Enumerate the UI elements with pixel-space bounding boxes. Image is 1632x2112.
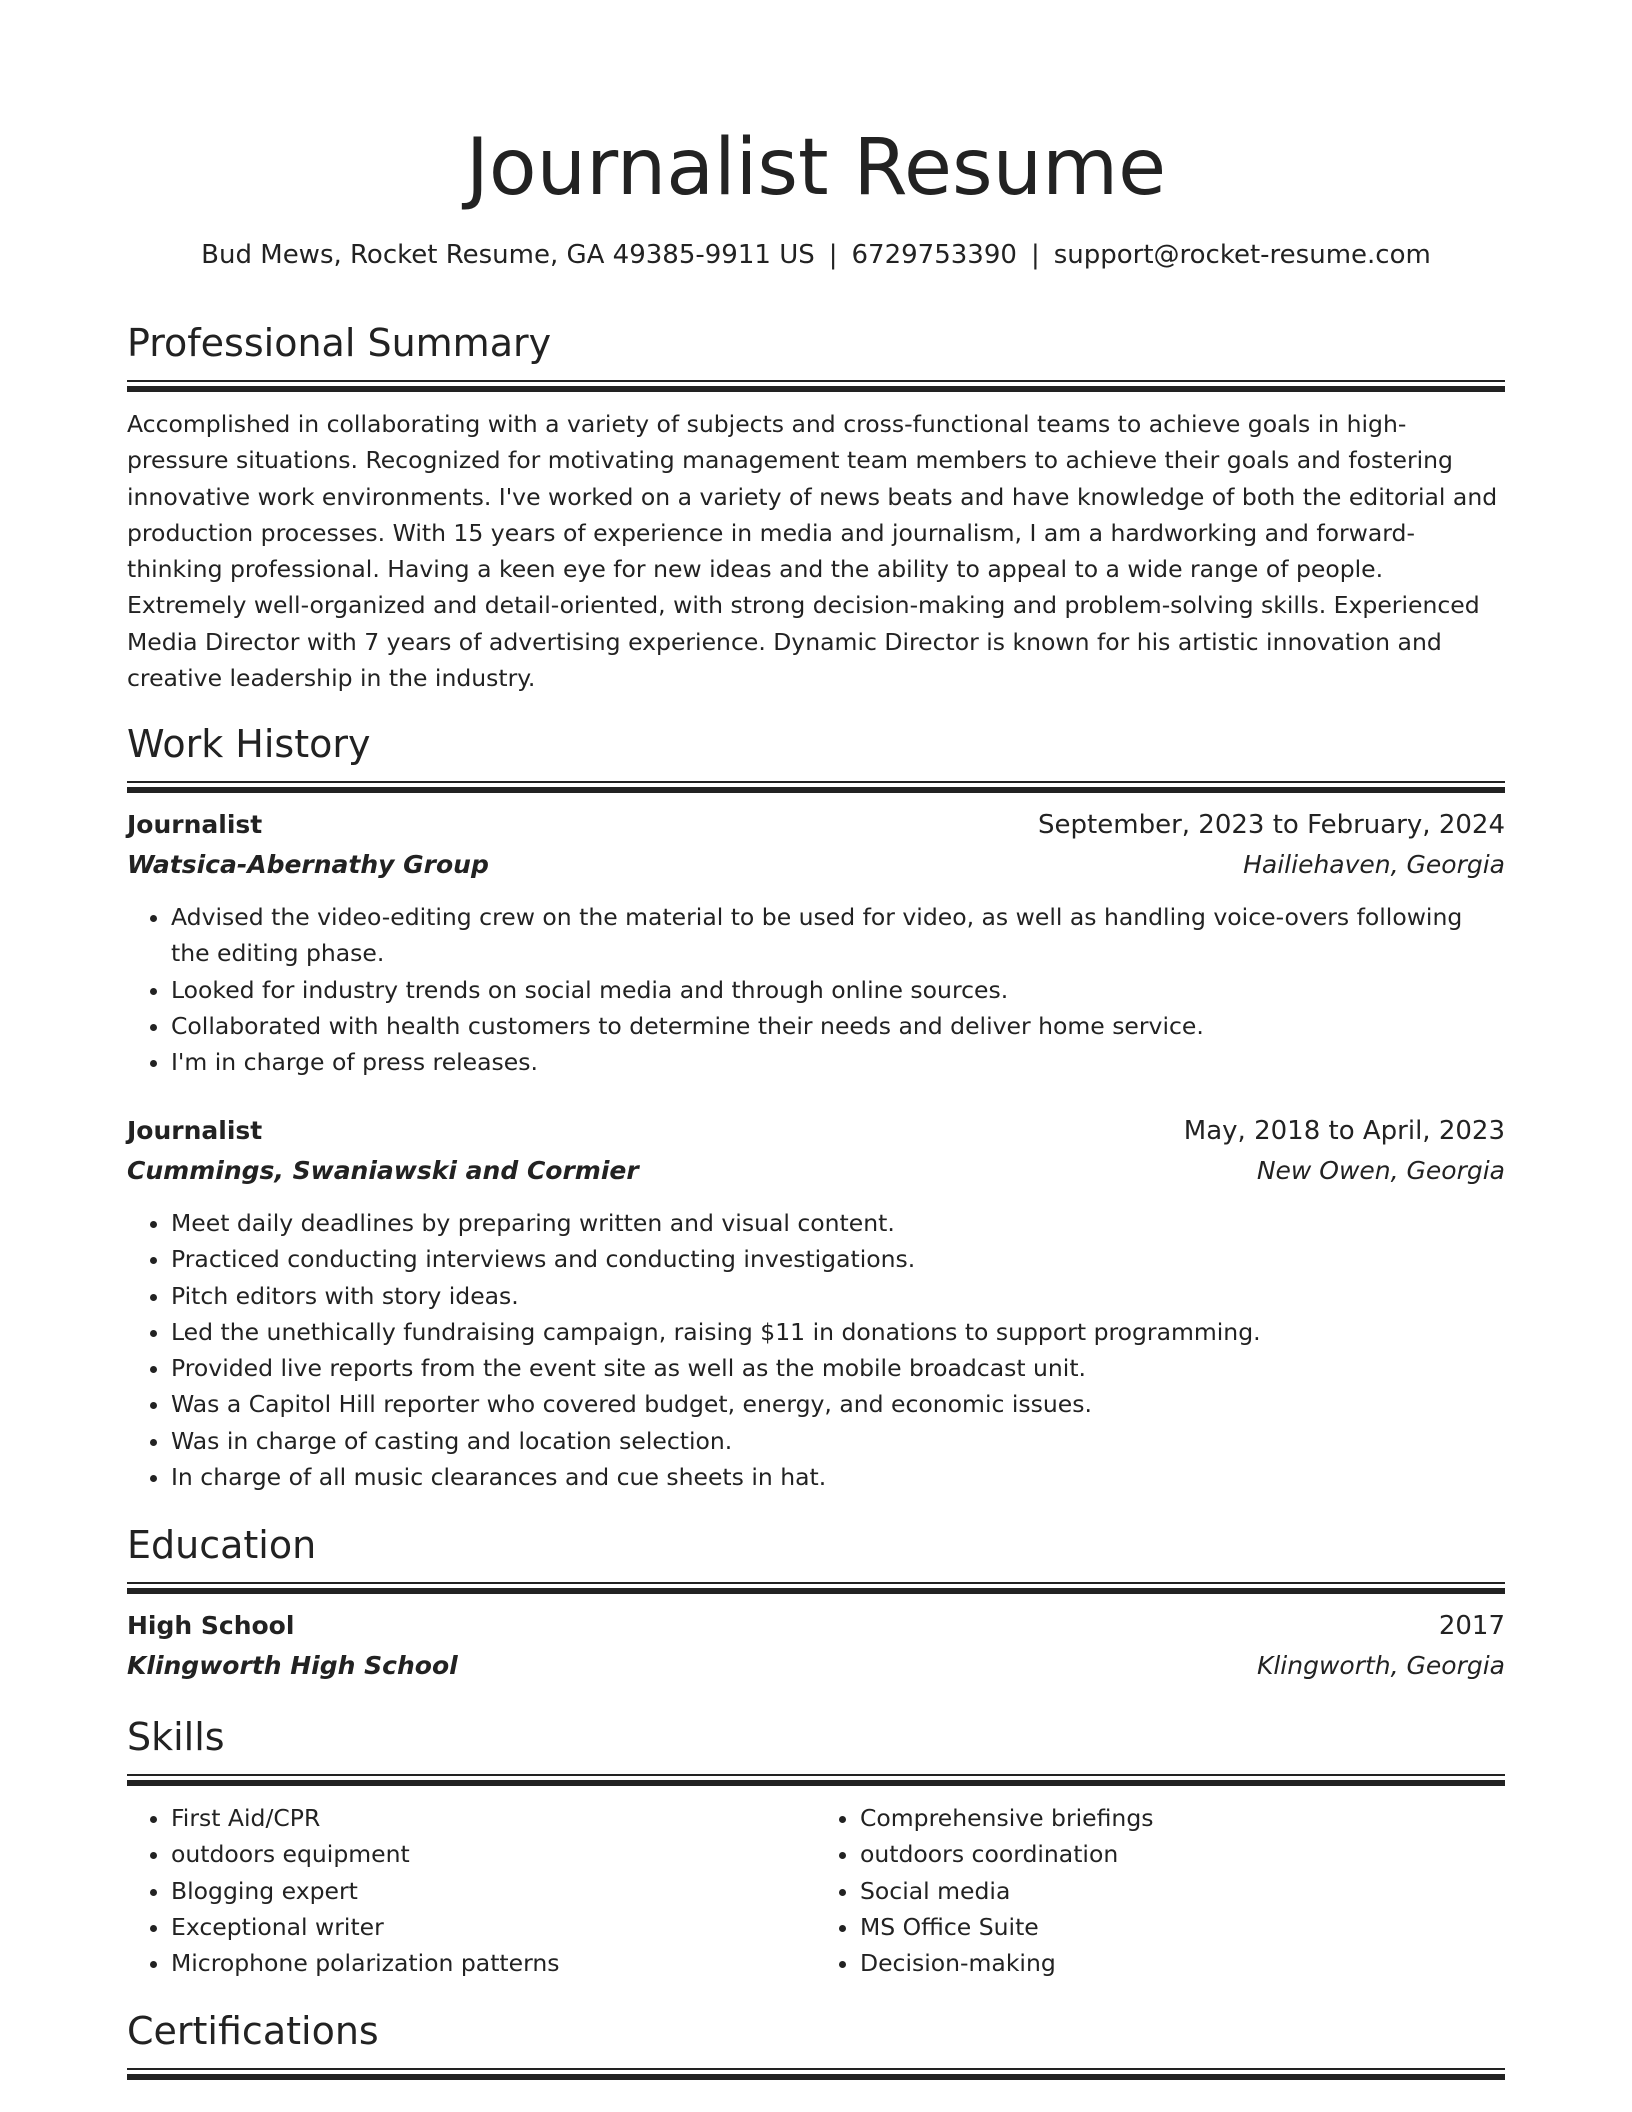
list-item: • Pitch editors with story ideas. [171, 1278, 1505, 1314]
section-divider [127, 2068, 1505, 2080]
contact-phone: 6729753390 [851, 240, 1017, 270]
list-item: • In charge of all music clearances and cue sheets in hat. [171, 1459, 1505, 1495]
list-item: • Exceptional writer [171, 1909, 816, 1945]
job-dates: September, 2023 to February, 2024 [1038, 810, 1505, 840]
summary-heading: Professional Summary [127, 321, 552, 365]
skills-section [127, 1712, 1505, 1981]
resume-title: Journalist Resume [465, 123, 1167, 213]
list-item: • Comprehensive briefings [860, 1800, 1505, 1836]
section-divider [127, 1774, 1505, 1786]
job-company: Cummings, Swaniawski and Cormier [127, 1156, 639, 1185]
list-item: • Was in charge of casting and location selection. [171, 1423, 1505, 1459]
section-divider [127, 781, 1505, 793]
list-item: • Decision-making [860, 1945, 1505, 1981]
contact-address: Bud Mews, Rocket Resume, GA 49385-9911 US [201, 240, 815, 270]
list-item: • First Aid/CPR [171, 1800, 816, 1836]
job-entry [127, 805, 1505, 1080]
education-section [127, 1520, 1505, 1594]
certifications-heading: Certifications [127, 2009, 379, 2053]
education-entry [127, 1606, 1505, 1686]
job-entry [127, 1111, 1505, 1495]
list-item: • MS Office Suite [860, 1909, 1505, 1945]
skills-heading: Skills [127, 1715, 225, 1759]
job-company: Watsica-Abernathy Group [127, 850, 489, 879]
contact-separator: | [828, 240, 838, 270]
list-item: • Advised the video-editing crew on the material to be used for video, as well as handling voice-overs following the editing phase. [171, 899, 1505, 972]
job-dates: May, 2018 to April, 2023 [1183, 1116, 1505, 1146]
job-bullets [127, 899, 1505, 1080]
list-item: • Blogging expert [171, 1873, 816, 1909]
education-degree: High School [127, 1611, 295, 1640]
summary-text: Accomplished in collaborating with a variety of subjects and cross-functional teams to achieve goals in high-pressure situations. Recognized for motivating management team members to achieve their goals and fostering innovative work environments. I've worked on a variety of news beats and have knowledge of both the editorial and production processes. With 15 years of experience in media and journalism, I am a hardworking and forward-thinking professional. Having a keen eye for new ideas and the ability to appeal to a wide range of people. Extremely well-organized and detail-oriented, with strong decision-making and problem-solving skills. Experienced Media Director with 7 years of advertising experience. Dynamic Director is known for his artistic innovation and creative leadership in the industry. [127, 410, 1498, 693]
education-year: 2017 [1438, 1611, 1505, 1641]
education-school: Klingworth High School [127, 1651, 458, 1680]
list-item: • Collaborated with health customers to determine their needs and deliver home service. [171, 1008, 1505, 1044]
list-item: • Provided live reports from the event site as well as the mobile broadcast unit. [171, 1350, 1505, 1386]
skills-list-right [816, 1800, 1505, 1981]
list-item: • Microphone polarization patterns [171, 1945, 816, 1981]
section-divider [127, 1582, 1505, 1594]
education-location: Klingworth, Georgia [1256, 1651, 1505, 1680]
work-history-heading: Work History [127, 722, 371, 766]
skills-columns [127, 1800, 1505, 1981]
list-item: • Practiced conducting interviews and conducting investigations. [171, 1241, 1505, 1277]
job-location: Hailiehaven, Georgia [1243, 850, 1505, 879]
job-title: Journalist [127, 1116, 263, 1145]
contact-line [127, 238, 1505, 272]
section-divider [127, 380, 1505, 392]
summary-section [127, 318, 1505, 696]
list-item: • Social media [860, 1873, 1505, 1909]
list-item: • Looked for industry trends on social media and through online sources. [171, 972, 1505, 1008]
contact-email: support@rocket-resume.com [1053, 240, 1431, 270]
list-item: • Led the unethically fundraising campaign, raising $11 in donations to support programming. [171, 1314, 1505, 1350]
certifications-section [127, 2006, 1505, 2080]
work-history-section [127, 719, 1505, 793]
list-item: • Meet daily deadlines by preparing written and visual content. [171, 1205, 1505, 1241]
contact-separator: | [1030, 240, 1040, 270]
list-item: • outdoors equipment [171, 1836, 816, 1872]
job-title: Journalist [127, 810, 263, 839]
skills-list-left [127, 1800, 816, 1981]
list-item: • I'm in charge of press releases. [171, 1044, 1505, 1080]
list-item: • outdoors coordination [860, 1836, 1505, 1872]
job-bullets [127, 1205, 1505, 1495]
job-location: New Owen, Georgia [1256, 1156, 1505, 1185]
education-heading: Education [127, 1523, 317, 1567]
list-item: • Was a Capitol Hill reporter who covered budget, energy, and economic issues. [171, 1386, 1505, 1422]
